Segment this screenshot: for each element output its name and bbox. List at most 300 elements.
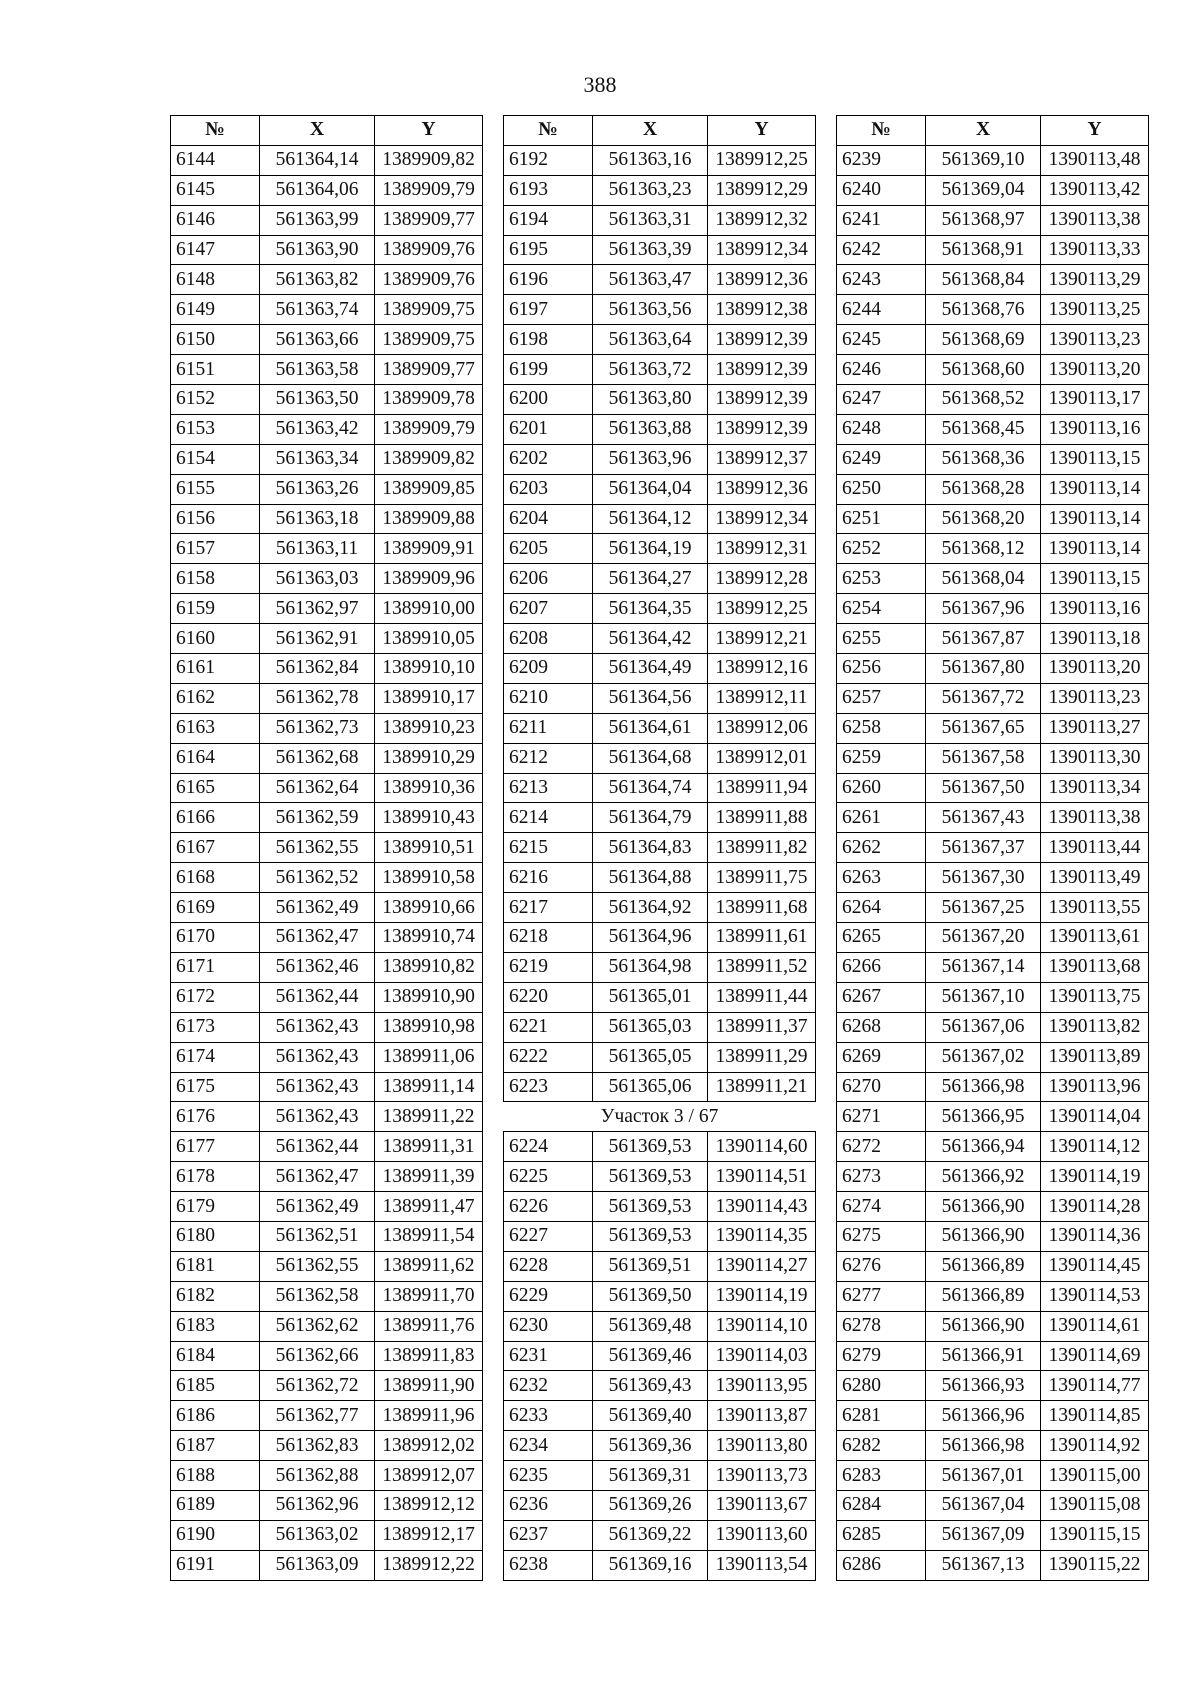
coord-y-cell: 1389910,29 bbox=[375, 743, 483, 773]
coord-x-cell: 561369,48 bbox=[593, 1311, 708, 1341]
point-number-cell: 6270 bbox=[837, 1072, 926, 1102]
table-row bbox=[837, 1311, 1149, 1341]
coord-y-cell: 1390113,14 bbox=[1041, 534, 1149, 564]
coord-x-cell: 561365,01 bbox=[593, 982, 708, 1012]
table-row bbox=[171, 713, 483, 743]
coord-y-cell: 1390114,04 bbox=[1041, 1102, 1149, 1132]
coord-x-cell: 561363,18 bbox=[260, 504, 375, 534]
coord-y-cell: 1390114,10 bbox=[708, 1311, 816, 1341]
coord-y-cell: 1389912,34 bbox=[708, 504, 816, 534]
table-row bbox=[837, 1072, 1149, 1102]
coord-x-cell: 561362,96 bbox=[260, 1490, 375, 1520]
point-number-cell: 6205 bbox=[504, 534, 593, 564]
table-row bbox=[171, 1042, 483, 1072]
column-header-number: № bbox=[171, 116, 260, 146]
coord-y-cell: 1390115,00 bbox=[1041, 1461, 1149, 1491]
coord-y-cell: 1389910,10 bbox=[375, 654, 483, 684]
table-row bbox=[504, 594, 816, 624]
table-row bbox=[504, 1192, 816, 1222]
table-row bbox=[504, 952, 816, 982]
table-row bbox=[837, 803, 1149, 833]
coord-x-cell: 561364,12 bbox=[593, 504, 708, 534]
coord-y-cell: 1390114,60 bbox=[708, 1132, 816, 1162]
point-number-cell: 6284 bbox=[837, 1490, 926, 1520]
point-number-cell: 6171 bbox=[171, 952, 260, 982]
point-number-cell: 6219 bbox=[504, 952, 593, 982]
table-row bbox=[504, 654, 816, 684]
point-number-cell: 6189 bbox=[171, 1490, 260, 1520]
coord-x-cell: 561362,44 bbox=[260, 982, 375, 1012]
coord-x-cell: 561362,83 bbox=[260, 1431, 375, 1461]
coord-x-cell: 561369,51 bbox=[593, 1251, 708, 1281]
table-row bbox=[171, 205, 483, 235]
coord-y-cell: 1389911,88 bbox=[708, 803, 816, 833]
table-row bbox=[837, 923, 1149, 953]
point-number-cell: 6181 bbox=[171, 1251, 260, 1281]
point-number-cell: 6204 bbox=[504, 504, 593, 534]
table-row bbox=[171, 594, 483, 624]
coord-y-cell: 1390113,38 bbox=[1041, 205, 1149, 235]
page-number: 388 bbox=[583, 72, 617, 97]
coord-x-cell: 561368,52 bbox=[926, 385, 1041, 415]
coord-y-cell: 1389909,88 bbox=[375, 504, 483, 534]
coord-y-cell: 1389911,90 bbox=[375, 1371, 483, 1401]
coord-x-cell: 561369,16 bbox=[593, 1550, 708, 1580]
point-number-cell: 6235 bbox=[504, 1461, 593, 1491]
coord-y-cell: 1389912,16 bbox=[708, 654, 816, 684]
coord-y-cell: 1389910,36 bbox=[375, 773, 483, 803]
table-row bbox=[171, 833, 483, 863]
coord-y-cell: 1390114,69 bbox=[1041, 1341, 1149, 1371]
coord-x-cell: 561366,90 bbox=[926, 1311, 1041, 1341]
table-row bbox=[837, 444, 1149, 474]
coord-x-cell: 561368,36 bbox=[926, 444, 1041, 474]
point-number-cell: 6216 bbox=[504, 863, 593, 893]
table-row bbox=[171, 175, 483, 205]
table-row bbox=[837, 713, 1149, 743]
coord-y-cell: 1390113,15 bbox=[1041, 444, 1149, 474]
coord-x-cell: 561366,94 bbox=[926, 1132, 1041, 1162]
point-number-cell: 6209 bbox=[504, 654, 593, 684]
table-row bbox=[171, 414, 483, 444]
table-row bbox=[837, 893, 1149, 923]
coord-y-cell: 1389909,82 bbox=[375, 444, 483, 474]
table-row bbox=[504, 1401, 816, 1431]
coord-y-cell: 1390113,20 bbox=[1041, 654, 1149, 684]
point-number-cell: 6214 bbox=[504, 803, 593, 833]
table-row bbox=[504, 205, 816, 235]
table-row bbox=[837, 683, 1149, 713]
point-number-cell: 6240 bbox=[837, 175, 926, 205]
point-number-cell: 6148 bbox=[171, 265, 260, 295]
coord-y-cell: 1390114,85 bbox=[1041, 1401, 1149, 1431]
coord-y-cell: 1390113,54 bbox=[708, 1550, 816, 1580]
coord-x-cell: 561364,74 bbox=[593, 773, 708, 803]
point-number-cell: 6280 bbox=[837, 1371, 926, 1401]
coord-y-cell: 1390113,17 bbox=[1041, 385, 1149, 415]
coord-y-cell: 1390114,27 bbox=[708, 1251, 816, 1281]
column-header-y: Y bbox=[375, 116, 483, 146]
table-row bbox=[837, 235, 1149, 265]
coord-y-cell: 1389912,32 bbox=[708, 205, 816, 235]
table-row bbox=[504, 444, 816, 474]
point-number-cell: 6254 bbox=[837, 594, 926, 624]
table-row bbox=[837, 1012, 1149, 1042]
coord-y-cell: 1390113,80 bbox=[708, 1431, 816, 1461]
coord-x-cell: 561364,42 bbox=[593, 624, 708, 654]
point-number-cell: 6201 bbox=[504, 414, 593, 444]
table-row bbox=[171, 1461, 483, 1491]
point-number-cell: 6279 bbox=[837, 1341, 926, 1371]
table-row bbox=[504, 713, 816, 743]
coord-y-cell: 1389912,31 bbox=[708, 534, 816, 564]
table-row bbox=[171, 534, 483, 564]
coord-y-cell: 1389909,82 bbox=[375, 145, 483, 175]
coord-y-cell: 1389910,82 bbox=[375, 952, 483, 982]
point-number-cell: 6190 bbox=[171, 1520, 260, 1550]
coord-x-cell: 561362,43 bbox=[260, 1042, 375, 1072]
point-number-cell: 6159 bbox=[171, 594, 260, 624]
coord-x-cell: 561362,64 bbox=[260, 773, 375, 803]
coord-x-cell: 561362,51 bbox=[260, 1221, 375, 1251]
coord-x-cell: 561362,47 bbox=[260, 923, 375, 953]
coord-x-cell: 561364,83 bbox=[593, 833, 708, 863]
coord-y-cell: 1389910,17 bbox=[375, 683, 483, 713]
point-number-cell: 6196 bbox=[504, 265, 593, 295]
point-number-cell: 6176 bbox=[171, 1102, 260, 1132]
coord-x-cell: 561363,74 bbox=[260, 295, 375, 325]
point-number-cell: 6154 bbox=[171, 444, 260, 474]
coord-y-cell: 1389911,39 bbox=[375, 1162, 483, 1192]
table-row bbox=[171, 952, 483, 982]
table-row bbox=[504, 1550, 816, 1580]
coord-x-cell: 561362,91 bbox=[260, 624, 375, 654]
coord-y-cell: 1389910,05 bbox=[375, 624, 483, 654]
coord-x-cell: 561362,62 bbox=[260, 1311, 375, 1341]
table-row bbox=[504, 1132, 816, 1162]
table-row bbox=[171, 504, 483, 534]
table-row bbox=[504, 1042, 816, 1072]
table-row bbox=[171, 1102, 483, 1132]
point-number-cell: 6195 bbox=[504, 235, 593, 265]
coord-y-cell: 1390114,19 bbox=[708, 1281, 816, 1311]
table-row bbox=[837, 1132, 1149, 1162]
table-row bbox=[171, 654, 483, 684]
coord-x-cell: 561363,88 bbox=[593, 414, 708, 444]
table-row bbox=[504, 923, 816, 953]
coord-y-cell: 1389909,96 bbox=[375, 564, 483, 594]
table-row bbox=[504, 863, 816, 893]
point-number-cell: 6179 bbox=[171, 1192, 260, 1222]
column-header-x: X bbox=[593, 116, 708, 146]
coord-x-cell: 561369,43 bbox=[593, 1371, 708, 1401]
coord-y-cell: 1389909,78 bbox=[375, 385, 483, 415]
point-number-cell: 6208 bbox=[504, 624, 593, 654]
coord-y-cell: 1390113,27 bbox=[1041, 713, 1149, 743]
coord-y-cell: 1389909,75 bbox=[375, 325, 483, 355]
coord-x-cell: 561363,34 bbox=[260, 444, 375, 474]
coord-y-cell: 1389912,12 bbox=[375, 1490, 483, 1520]
coord-y-cell: 1390113,82 bbox=[1041, 1012, 1149, 1042]
coord-y-cell: 1389909,91 bbox=[375, 534, 483, 564]
table-row bbox=[171, 773, 483, 803]
table-row bbox=[504, 1281, 816, 1311]
coord-y-cell: 1390113,18 bbox=[1041, 624, 1149, 654]
coord-y-cell: 1390113,68 bbox=[1041, 952, 1149, 982]
coord-x-cell: 561368,84 bbox=[926, 265, 1041, 295]
coord-y-cell: 1389910,58 bbox=[375, 863, 483, 893]
coord-x-cell: 561363,47 bbox=[593, 265, 708, 295]
table-row bbox=[504, 1012, 816, 1042]
coord-x-cell: 561366,90 bbox=[926, 1192, 1041, 1222]
point-number-cell: 6200 bbox=[504, 385, 593, 415]
coord-x-cell: 561367,96 bbox=[926, 594, 1041, 624]
coord-x-cell: 561363,42 bbox=[260, 414, 375, 444]
table-row bbox=[171, 1431, 483, 1461]
coord-x-cell: 561367,80 bbox=[926, 654, 1041, 684]
coord-x-cell: 561369,36 bbox=[593, 1431, 708, 1461]
coord-y-cell: 1389911,21 bbox=[708, 1072, 816, 1102]
coord-x-cell: 561362,59 bbox=[260, 803, 375, 833]
table-row bbox=[504, 474, 816, 504]
coord-x-cell: 561366,95 bbox=[926, 1102, 1041, 1132]
point-number-cell: 6226 bbox=[504, 1192, 593, 1222]
coord-x-cell: 561369,26 bbox=[593, 1490, 708, 1520]
coord-x-cell: 561363,96 bbox=[593, 444, 708, 474]
point-number-cell: 6221 bbox=[504, 1012, 593, 1042]
coord-y-cell: 1390113,95 bbox=[708, 1371, 816, 1401]
coord-x-cell: 561362,68 bbox=[260, 743, 375, 773]
table-row bbox=[171, 325, 483, 355]
point-number-cell: 6272 bbox=[837, 1132, 926, 1162]
table-row bbox=[837, 624, 1149, 654]
coord-x-cell: 561367,13 bbox=[926, 1550, 1041, 1580]
table-row bbox=[171, 1132, 483, 1162]
table-row bbox=[837, 145, 1149, 175]
coord-x-cell: 561363,66 bbox=[260, 325, 375, 355]
coord-y-cell: 1390113,87 bbox=[708, 1401, 816, 1431]
coord-y-cell: 1389909,76 bbox=[375, 265, 483, 295]
coord-y-cell: 1389910,51 bbox=[375, 833, 483, 863]
table-row bbox=[504, 1371, 816, 1401]
table-row bbox=[504, 355, 816, 385]
coord-y-cell: 1390115,15 bbox=[1041, 1520, 1149, 1550]
point-number-cell: 6266 bbox=[837, 952, 926, 982]
table-row bbox=[504, 803, 816, 833]
table-row bbox=[837, 385, 1149, 415]
point-number-cell: 6242 bbox=[837, 235, 926, 265]
coord-x-cell: 561364,79 bbox=[593, 803, 708, 833]
table-row bbox=[504, 683, 816, 713]
point-number-cell: 6250 bbox=[837, 474, 926, 504]
coord-y-cell: 1390113,14 bbox=[1041, 474, 1149, 504]
table-row bbox=[504, 265, 816, 295]
coord-y-cell: 1390113,15 bbox=[1041, 564, 1149, 594]
coord-x-cell: 561369,40 bbox=[593, 1401, 708, 1431]
coord-x-cell: 561366,93 bbox=[926, 1371, 1041, 1401]
coord-x-cell: 561367,65 bbox=[926, 713, 1041, 743]
point-number-cell: 6177 bbox=[171, 1132, 260, 1162]
point-number-cell: 6217 bbox=[504, 893, 593, 923]
coord-y-cell: 1389911,37 bbox=[708, 1012, 816, 1042]
point-number-cell: 6273 bbox=[837, 1162, 926, 1192]
table-row bbox=[504, 773, 816, 803]
coord-y-cell: 1389911,82 bbox=[708, 833, 816, 863]
table-row bbox=[171, 1401, 483, 1431]
coord-x-cell: 561362,84 bbox=[260, 654, 375, 684]
point-number-cell: 6157 bbox=[171, 534, 260, 564]
coord-y-cell: 1390113,96 bbox=[1041, 1072, 1149, 1102]
point-number-cell: 6283 bbox=[837, 1461, 926, 1491]
coord-y-cell: 1390114,61 bbox=[1041, 1311, 1149, 1341]
coord-x-cell: 561363,02 bbox=[260, 1520, 375, 1550]
table-row bbox=[171, 1520, 483, 1550]
point-number-cell: 6224 bbox=[504, 1132, 593, 1162]
table-row bbox=[837, 1371, 1149, 1401]
point-number-cell: 6170 bbox=[171, 923, 260, 953]
coord-x-cell: 561363,56 bbox=[593, 295, 708, 325]
section-row bbox=[504, 1102, 816, 1132]
coord-x-cell: 561369,46 bbox=[593, 1341, 708, 1371]
table-row bbox=[171, 1550, 483, 1580]
point-number-cell: 6162 bbox=[171, 683, 260, 713]
coord-x-cell: 561365,06 bbox=[593, 1072, 708, 1102]
point-number-cell: 6215 bbox=[504, 833, 593, 863]
table-row bbox=[504, 1520, 816, 1550]
point-number-cell: 6264 bbox=[837, 893, 926, 923]
point-number-cell: 6167 bbox=[171, 833, 260, 863]
point-number-cell: 6262 bbox=[837, 833, 926, 863]
table-row bbox=[171, 564, 483, 594]
table-row bbox=[837, 1550, 1149, 1580]
coord-x-cell: 561367,43 bbox=[926, 803, 1041, 833]
coord-y-cell: 1390113,42 bbox=[1041, 175, 1149, 205]
table-row bbox=[837, 414, 1149, 444]
point-number-cell: 6207 bbox=[504, 594, 593, 624]
table-row bbox=[171, 355, 483, 385]
point-number-cell: 6277 bbox=[837, 1281, 926, 1311]
point-number-cell: 6153 bbox=[171, 414, 260, 444]
point-number-cell: 6243 bbox=[837, 265, 926, 295]
point-number-cell: 6286 bbox=[837, 1550, 926, 1580]
coord-y-cell: 1389912,29 bbox=[708, 175, 816, 205]
coord-x-cell: 561362,97 bbox=[260, 594, 375, 624]
coord-x-cell: 561363,39 bbox=[593, 235, 708, 265]
point-number-cell: 6265 bbox=[837, 923, 926, 953]
column-header-x: X bbox=[926, 116, 1041, 146]
coord-y-cell: 1389910,43 bbox=[375, 803, 483, 833]
table-row bbox=[171, 1072, 483, 1102]
coord-x-cell: 561363,03 bbox=[260, 564, 375, 594]
table-row bbox=[837, 1042, 1149, 1072]
point-number-cell: 6151 bbox=[171, 355, 260, 385]
table-row bbox=[171, 1162, 483, 1192]
coord-x-cell: 561364,88 bbox=[593, 863, 708, 893]
point-number-cell: 6146 bbox=[171, 205, 260, 235]
coord-y-cell: 1389912,07 bbox=[375, 1461, 483, 1491]
table-row bbox=[504, 1490, 816, 1520]
coord-x-cell: 561365,03 bbox=[593, 1012, 708, 1042]
coord-x-cell: 561363,16 bbox=[593, 145, 708, 175]
table-row bbox=[504, 1461, 816, 1491]
coord-x-cell: 561367,09 bbox=[926, 1520, 1041, 1550]
coord-y-cell: 1390114,28 bbox=[1041, 1192, 1149, 1222]
point-number-cell: 6227 bbox=[504, 1221, 593, 1251]
point-number-cell: 6245 bbox=[837, 325, 926, 355]
table-row bbox=[171, 1490, 483, 1520]
coord-x-cell: 561368,20 bbox=[926, 504, 1041, 534]
point-number-cell: 6249 bbox=[837, 444, 926, 474]
coord-y-cell: 1389912,39 bbox=[708, 385, 816, 415]
table-row bbox=[837, 474, 1149, 504]
point-number-cell: 6259 bbox=[837, 743, 926, 773]
coord-y-cell: 1390114,03 bbox=[708, 1341, 816, 1371]
column-header-y: Y bbox=[708, 116, 816, 146]
coord-y-cell: 1389912,39 bbox=[708, 414, 816, 444]
point-number-cell: 6198 bbox=[504, 325, 593, 355]
coord-x-cell: 561367,25 bbox=[926, 893, 1041, 923]
coord-y-cell: 1390113,25 bbox=[1041, 295, 1149, 325]
point-number-cell: 6236 bbox=[504, 1490, 593, 1520]
point-number-cell: 6223 bbox=[504, 1072, 593, 1102]
table-row bbox=[837, 1251, 1149, 1281]
table-row bbox=[504, 564, 816, 594]
coord-y-cell: 1390115,22 bbox=[1041, 1550, 1149, 1580]
coord-x-cell: 561363,80 bbox=[593, 385, 708, 415]
coord-y-cell: 1389911,44 bbox=[708, 982, 816, 1012]
table-row bbox=[504, 743, 816, 773]
point-number-cell: 6155 bbox=[171, 474, 260, 504]
point-number-cell: 6241 bbox=[837, 205, 926, 235]
table-row bbox=[504, 295, 816, 325]
table-row bbox=[837, 1162, 1149, 1192]
coord-y-cell: 1389910,98 bbox=[375, 1012, 483, 1042]
point-number-cell: 6185 bbox=[171, 1371, 260, 1401]
coord-x-cell: 561369,53 bbox=[593, 1192, 708, 1222]
coord-x-cell: 561366,92 bbox=[926, 1162, 1041, 1192]
coord-x-cell: 561364,14 bbox=[260, 145, 375, 175]
coord-x-cell: 561362,73 bbox=[260, 713, 375, 743]
point-number-cell: 6188 bbox=[171, 1461, 260, 1491]
point-number-cell: 6260 bbox=[837, 773, 926, 803]
table-row bbox=[837, 1431, 1149, 1461]
point-number-cell: 6203 bbox=[504, 474, 593, 504]
point-number-cell: 6164 bbox=[171, 743, 260, 773]
table-row bbox=[837, 952, 1149, 982]
coord-y-cell: 1390113,29 bbox=[1041, 265, 1149, 295]
coord-x-cell: 561363,90 bbox=[260, 235, 375, 265]
coord-x-cell: 561363,09 bbox=[260, 1550, 375, 1580]
point-number-cell: 6246 bbox=[837, 355, 926, 385]
coord-x-cell: 561369,31 bbox=[593, 1461, 708, 1491]
table-row bbox=[171, 1221, 483, 1251]
coord-y-cell: 1389912,06 bbox=[708, 713, 816, 743]
coord-x-cell: 561363,23 bbox=[593, 175, 708, 205]
coord-y-cell: 1390113,34 bbox=[1041, 773, 1149, 803]
coord-y-cell: 1390113,49 bbox=[1041, 863, 1149, 893]
table-row bbox=[171, 474, 483, 504]
coord-y-cell: 1390113,16 bbox=[1041, 414, 1149, 444]
table-row bbox=[837, 863, 1149, 893]
coord-x-cell: 561368,60 bbox=[926, 355, 1041, 385]
point-number-cell: 6174 bbox=[171, 1042, 260, 1072]
coord-x-cell: 561364,98 bbox=[593, 952, 708, 982]
table-row bbox=[837, 1221, 1149, 1251]
point-number-cell: 6232 bbox=[504, 1371, 593, 1401]
point-number-cell: 6276 bbox=[837, 1251, 926, 1281]
point-number-cell: 6258 bbox=[837, 713, 926, 743]
section-label: Участок 3 / 67 bbox=[504, 1102, 816, 1132]
